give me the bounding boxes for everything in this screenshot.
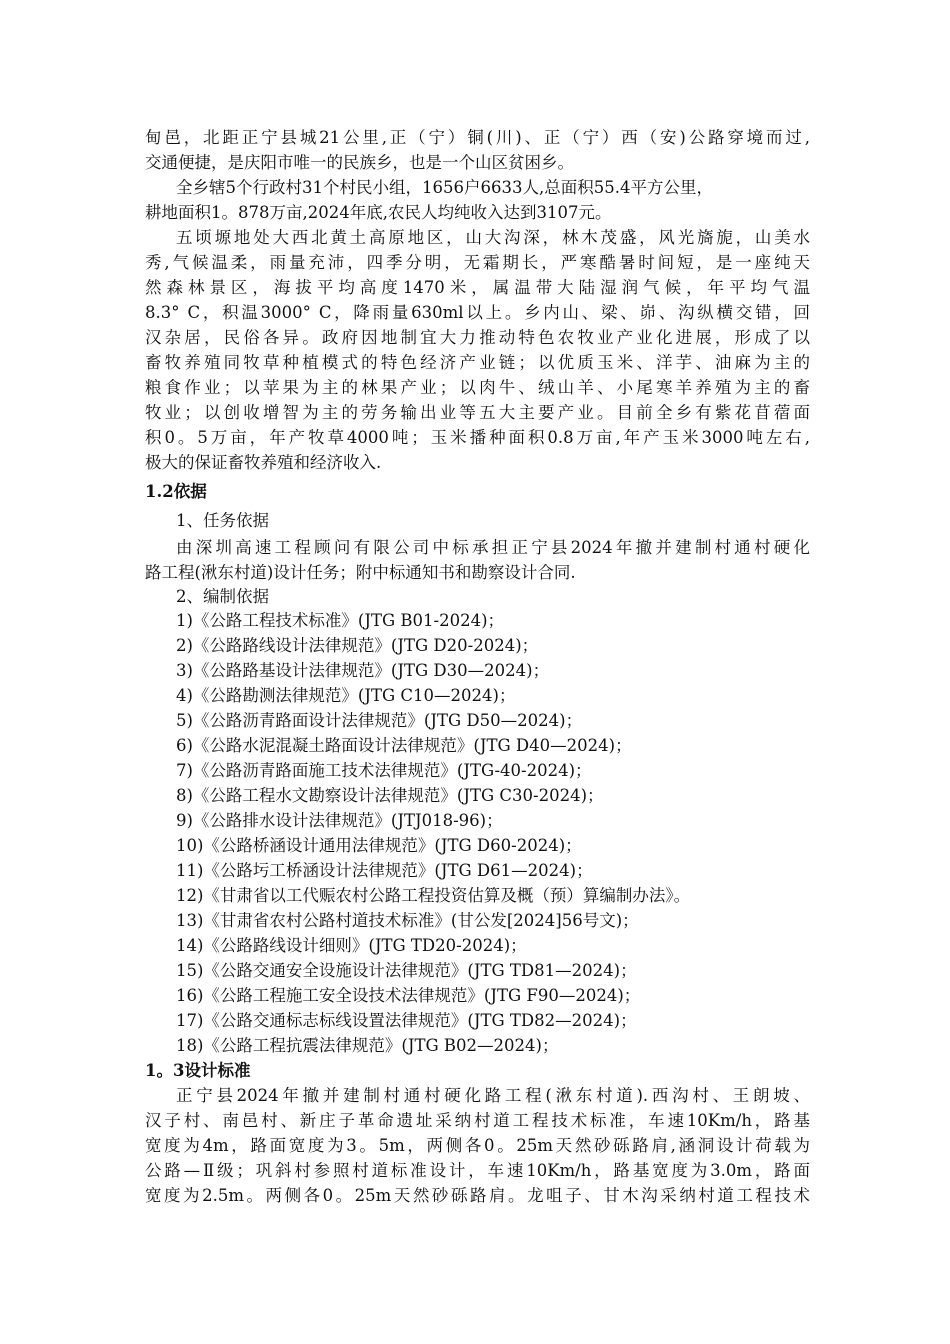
list-item: 17)《公路交通标志标线设置法律规范》(JTG TD82—2024)； — [176, 1011, 637, 1030]
section-heading: 1.2依据 — [145, 482, 207, 501]
text-line: 粮食作业；以苹果为主的林果产业；以肉牛、绒山羊、小尾寒羊养殖为主的畜 — [145, 378, 810, 397]
text-line: 8.3° C，积温3000° C，降雨量630ml以上。乡内山、梁、峁、沟纵横交错，回 — [145, 303, 810, 322]
text-line: 交通便捷，是庆阳市唯一的民族乡，也是一个山区贫困乡。 — [145, 153, 574, 172]
text-line: 牧业；以创收增智为主的劳务输出业等五大主要产业。目前全乡有紫花苜蓿面 — [145, 403, 810, 422]
text-line: 甸邑，北距正宁县城21公里,正（宁）铜(川)、正（宁）西（安)公路穿境而过, — [145, 128, 810, 147]
text-line: 全乡辖5个行政村31个村民小组，1656户6633人,总面积55.4平方公里， — [176, 178, 713, 197]
list-item: 10)《公路桥涵设计通用法律规范》(JTG D60-2024)； — [176, 836, 582, 855]
text-line: 畜牧养殖同牧草种植模式的特色经济产业链；以优质玉米、洋芋、油麻为主的 — [145, 353, 810, 372]
text-line: 然森林景区，海拔平均高度1470米，属温带大陆湿润气候，年平均气温 — [145, 278, 810, 297]
list-item: 1)《公路工程技术标准》(JTG B01-2024)； — [176, 611, 505, 630]
list-item: 2)《公路路线设计法律规范》(JTG D20-2024)； — [176, 636, 539, 655]
list-item: 3)《公路路基设计法律规范》(JTG D30—2024)； — [176, 661, 550, 680]
text-line: 秀,气候温柔，雨量充沛，四季分明，无霜期长，严寒酷暑时间短，是一座纯天 — [145, 253, 810, 272]
list-item: 9)《公路排水设计法律规范》(JTJ018-96)； — [176, 811, 503, 830]
list-item: 12)《甘肃省以工代赈农村公路工程投资估算及概（预）算编制办法》。 — [176, 886, 691, 905]
text-line: 公路—Ⅱ级；巩斜村参照村道标准设计，车速10Km/h，路基宽度为3.0m，路面 — [145, 1161, 810, 1180]
text-line: 汉子村、南邑村、新庄子革命遗址采纳村道工程技术标准，车速10Km/h，路基 — [145, 1111, 810, 1130]
section-heading: 1。3设计标准 — [145, 1061, 251, 1080]
text-line: 极大的保证畜牧养殖和经济收入. — [145, 453, 382, 472]
text-line: 路工程(湫东村道)设计任务；附中标通知书和勘察设计合同. — [145, 563, 576, 582]
list-item: 14)《公路路线设计细则》(JTG TD20-2024)； — [176, 936, 527, 955]
text-line: 由深圳高速工程顾问有限公司中标承担正宁县2024年撤并建制村通村硬化 — [176, 538, 810, 557]
list-item: 15)《公路交通安全设施设计法律规范》(JTG TD81—2024)； — [176, 961, 637, 980]
text-line: 正宁县2024年撤并建制村通村硬化路工程(湫东村道).西沟村、王朗坡、 — [176, 1086, 810, 1105]
list-item: 13)《甘肃省农村公路村道技术标准》(甘公发[2024]56号文)； — [176, 911, 639, 930]
list-item: 16)《公路工程施工安全设技术法律规范》(JTG F90—2024)； — [176, 986, 641, 1005]
list-item: 18)《公路工程抗震法律规范》(JTG B02—2024)； — [176, 1036, 559, 1055]
text-line: 积0。5万亩，年产牧草4000吨；玉米播种面积0.8万亩,年产玉米3000吨左右, — [145, 428, 810, 447]
subsection-label: 1、任务依据 — [176, 511, 269, 530]
list-item: 5)《公路沥青路面设计法律规范》(JTG D50—2024)； — [176, 711, 583, 730]
text-line: 耕地面积1。878万亩,2024年底,农民人均纯收入达到3107元。 — [145, 203, 612, 222]
text-line: 宽度为4m，路面宽度为3。5m，两侧各0。25m天然砂砾路肩,涵洞设计荷载为 — [145, 1136, 810, 1155]
text-line: 宽度为2.5m。两侧各0。25m天然砂砾路肩。龙咀子、甘木沟采纳村道工程技术 — [145, 1186, 810, 1205]
list-item: 8)《公路工程水文勘察设计法律规范》(JTG C30-2024)； — [176, 786, 604, 805]
text-line: 五顷塬地处大西北黄土高原地区，山大沟深，林木茂盛，风光旖旎，山美水 — [176, 228, 810, 247]
list-item: 7)《公路沥青路面施工技术法律规范》(JTG-40-2024)； — [176, 761, 592, 780]
list-item: 6)《公路水泥混凝土路面设计法律规范》(JTG D40—2024)； — [176, 736, 632, 755]
list-item: 4)《公路勘测法律规范》(JTG C10—2024)； — [176, 686, 516, 705]
text-line: 汉杂居，民俗各异。政府因地制宜大力推动特色农牧业产业化进展，形成了以 — [145, 328, 810, 347]
list-item: 11)《公路圬工桥涵设计法律规范》(JTG D61—2024)； — [176, 861, 593, 880]
subsection-label: 2、编制依据 — [176, 587, 269, 606]
